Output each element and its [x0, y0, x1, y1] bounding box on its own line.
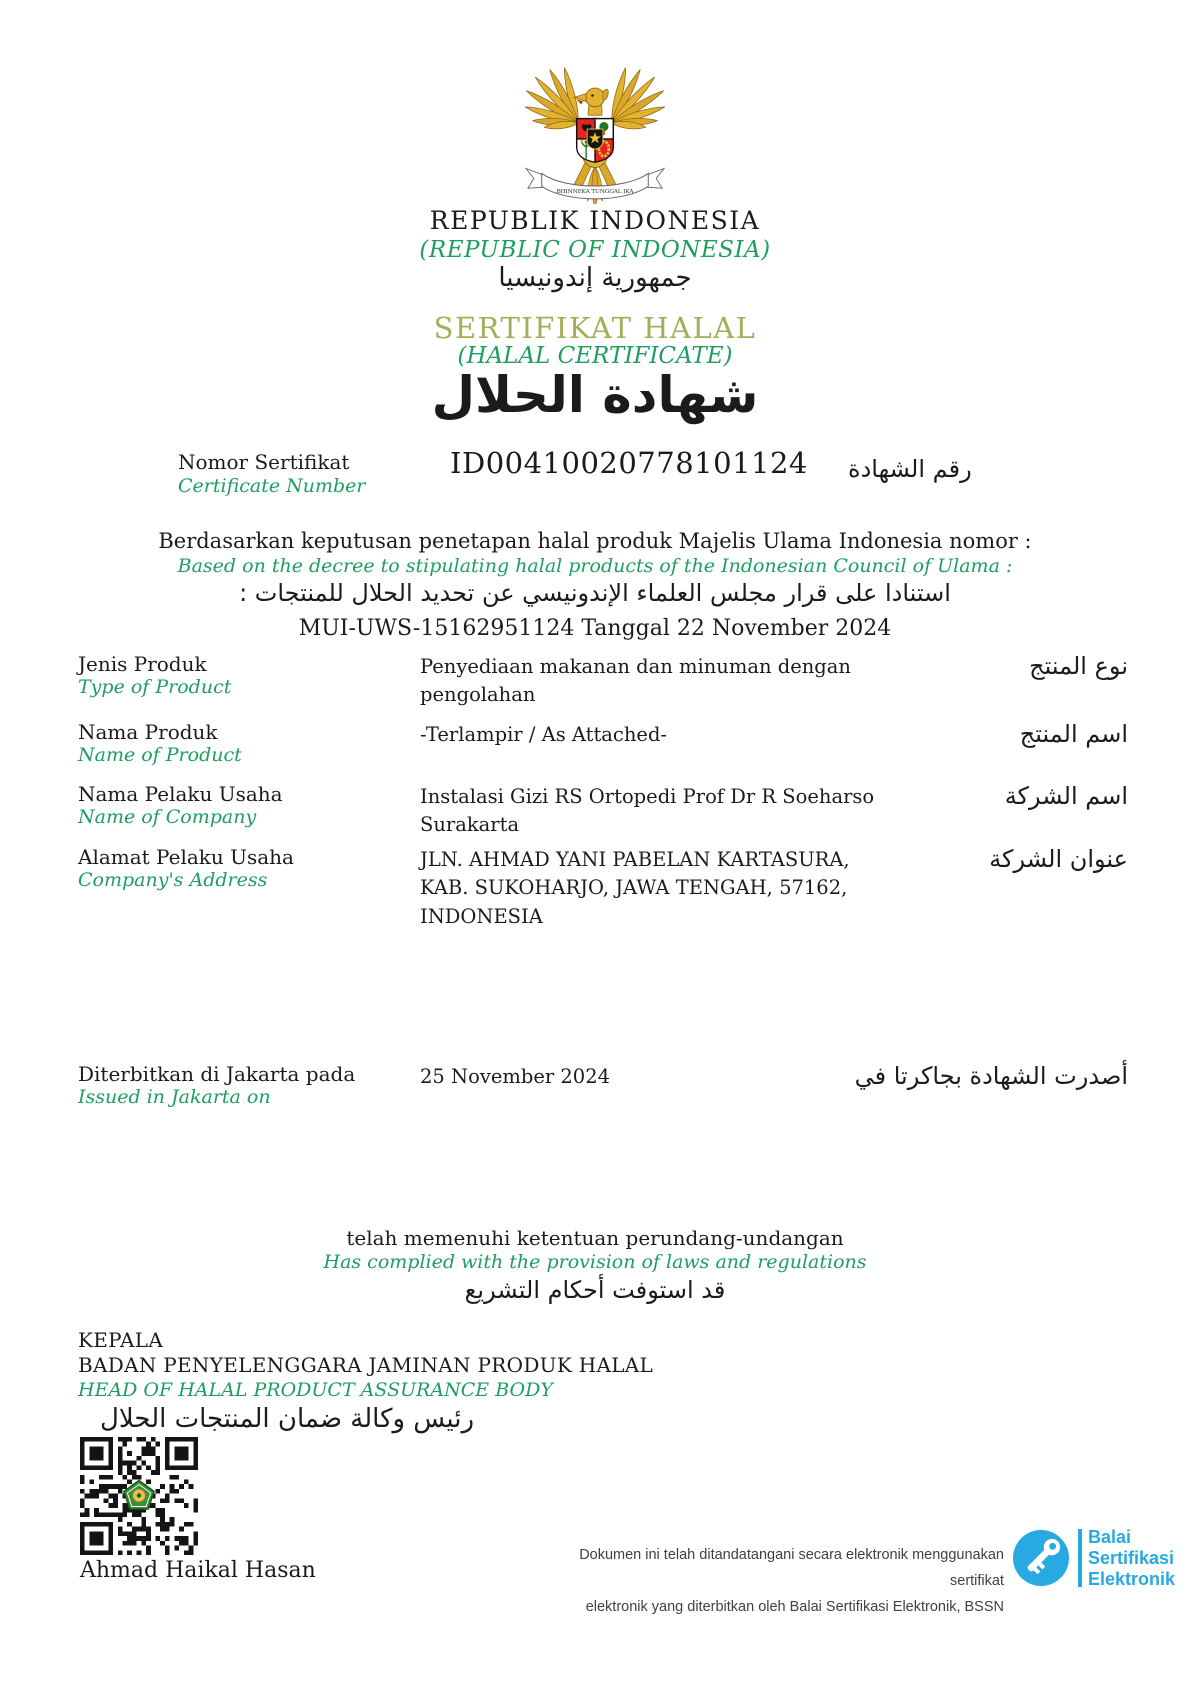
field-label-ar: اسم المنتج — [1019, 720, 1128, 748]
disclaimer-line-2: elektronik yang diterbitkan oleh Balai Sertifikasi Elektronik, BSSN — [585, 1599, 1004, 1616]
country-title: REPUBLIK INDONESIA — [429, 206, 761, 235]
certificate-title-en: (HALAL CERTIFICATE) — [457, 343, 733, 369]
field-label-ar: أصدرت الشهادة بجاكرتا في — [854, 1062, 1128, 1090]
pancasila-shield — [577, 119, 613, 162]
field-label-en: Issued in Jakarta on — [78, 1086, 271, 1109]
field-value: Instalasi Gizi RS Ortopedi Prof Dr R Soeharso Surakarta — [420, 785, 875, 837]
country-title-en: (REPUBLIC OF INDONESIA) — [419, 237, 771, 263]
motto-text: BHINNEKA TUNGGAL IKA — [556, 189, 634, 196]
signatory-title-2: BADAN PENYELENGGARA JAMINAN PRODUK HALAL — [78, 1353, 654, 1377]
field-label-id: Nama Pelaku Usaha — [78, 782, 283, 806]
garuda-pancasila-emblem — [516, 56, 674, 204]
field-label-ar: نوع المنتج — [1029, 652, 1128, 680]
footer-logo-divider — [1078, 1529, 1082, 1587]
certificate-number-label-ar: رقم الشهادة — [848, 455, 972, 483]
compliance-line-en: Has complied with the provision of laws and regulations — [323, 1251, 867, 1273]
field-label-ar: عنوان الشركة — [989, 845, 1128, 873]
certificate-title: SERTIFIKAT HALAL — [433, 311, 757, 345]
right-wing — [608, 67, 665, 131]
decree-line-id: Berdasarkan keputusan penetapan halal produk Majelis Ulama Indonesia nomor : — [158, 529, 1032, 553]
certificate-number-label-en: Certificate Number — [178, 475, 366, 497]
field-label-ar: اسم الشركة — [1004, 782, 1128, 810]
field-label-en: Name of Product — [78, 744, 242, 767]
signatory-title-1: KEPALA — [78, 1328, 164, 1352]
field-label-en: Name of Company — [78, 806, 257, 829]
disclaimer-line-1: Dokumen ini telah ditandatangani secara elektronik menggunakan sertifikat — [579, 1547, 1004, 1590]
field-label-id: Diterbitkan di Jakarta pada — [78, 1062, 356, 1086]
decree-line-ar: استنادا على قرار مجلس العلماء الإندونيسي عن تحديد الحلال للمنتجات : — [239, 579, 951, 607]
left-wing — [524, 67, 581, 131]
electronic-signature-disclaimer — [554, 1542, 1004, 1620]
field-value: -Terlampir / As Attached- — [420, 723, 668, 746]
crest — [603, 89, 608, 100]
decree-line-en: Based on the decree to stipulating halal products of the Indonesian Council of Ulama : — [177, 555, 1013, 577]
ministry-of-religion-logo — [122, 1479, 156, 1513]
certificate-title-ar: شهادة الحلال — [431, 366, 759, 424]
bse-logo-line-1: Balai — [1088, 1527, 1132, 1547]
field-label-id: Alamat Pelaku Usaha — [78, 845, 294, 869]
bsre-key-icon — [1012, 1529, 1070, 1587]
certificate-number-value: ID00410020778101124 — [450, 446, 808, 480]
signatory-title-ar: رئيس وكالة ضمان المنتجات الحلال — [100, 1404, 475, 1434]
field-label-id: Nama Produk — [78, 720, 218, 744]
bse-logo-text — [1088, 1527, 1175, 1591]
field-label-en: Company's Address — [78, 869, 268, 892]
signatory-name: Ahmad Haikal Hasan — [80, 1558, 316, 1583]
field-value: JLN. AHMAD YANI PABELAN KARTASURA, KAB. SUKOHARJO, JAWA TENGAH, 57162, INDONESIA — [420, 848, 850, 928]
compliance-line-id: telah memenuhi ketentuan perundang-undangan — [346, 1226, 844, 1250]
field-value: 25 November 2024 — [420, 1065, 611, 1088]
bse-logo-line-2: Sertifikasi — [1088, 1548, 1175, 1569]
decree-number-line: MUI-UWS-15162951124 Tanggal 22 November 2024 — [298, 616, 892, 641]
qr-code — [80, 1437, 198, 1555]
compliance-line-ar: قد استوفت أحكام التشريع — [464, 1276, 726, 1304]
signatory-title-en: HEAD OF HALAL PRODUCT ASSURANCE BODY — [78, 1379, 553, 1401]
country-title-ar: جمهورية إندونيسيا — [498, 263, 692, 293]
eye — [591, 94, 594, 97]
certificate-number-label-id: Nomor Sertifikat — [178, 450, 350, 474]
head — [586, 88, 605, 107]
field-label-id: Jenis Produk — [78, 652, 207, 676]
field-label-en: Type of Product — [78, 676, 232, 699]
certificate-number-label — [178, 450, 366, 499]
bse-logo-line-3: Elektronik — [1088, 1569, 1176, 1590]
field-value: Penyediaan makanan dan minuman dengan pengolahan — [420, 655, 851, 707]
